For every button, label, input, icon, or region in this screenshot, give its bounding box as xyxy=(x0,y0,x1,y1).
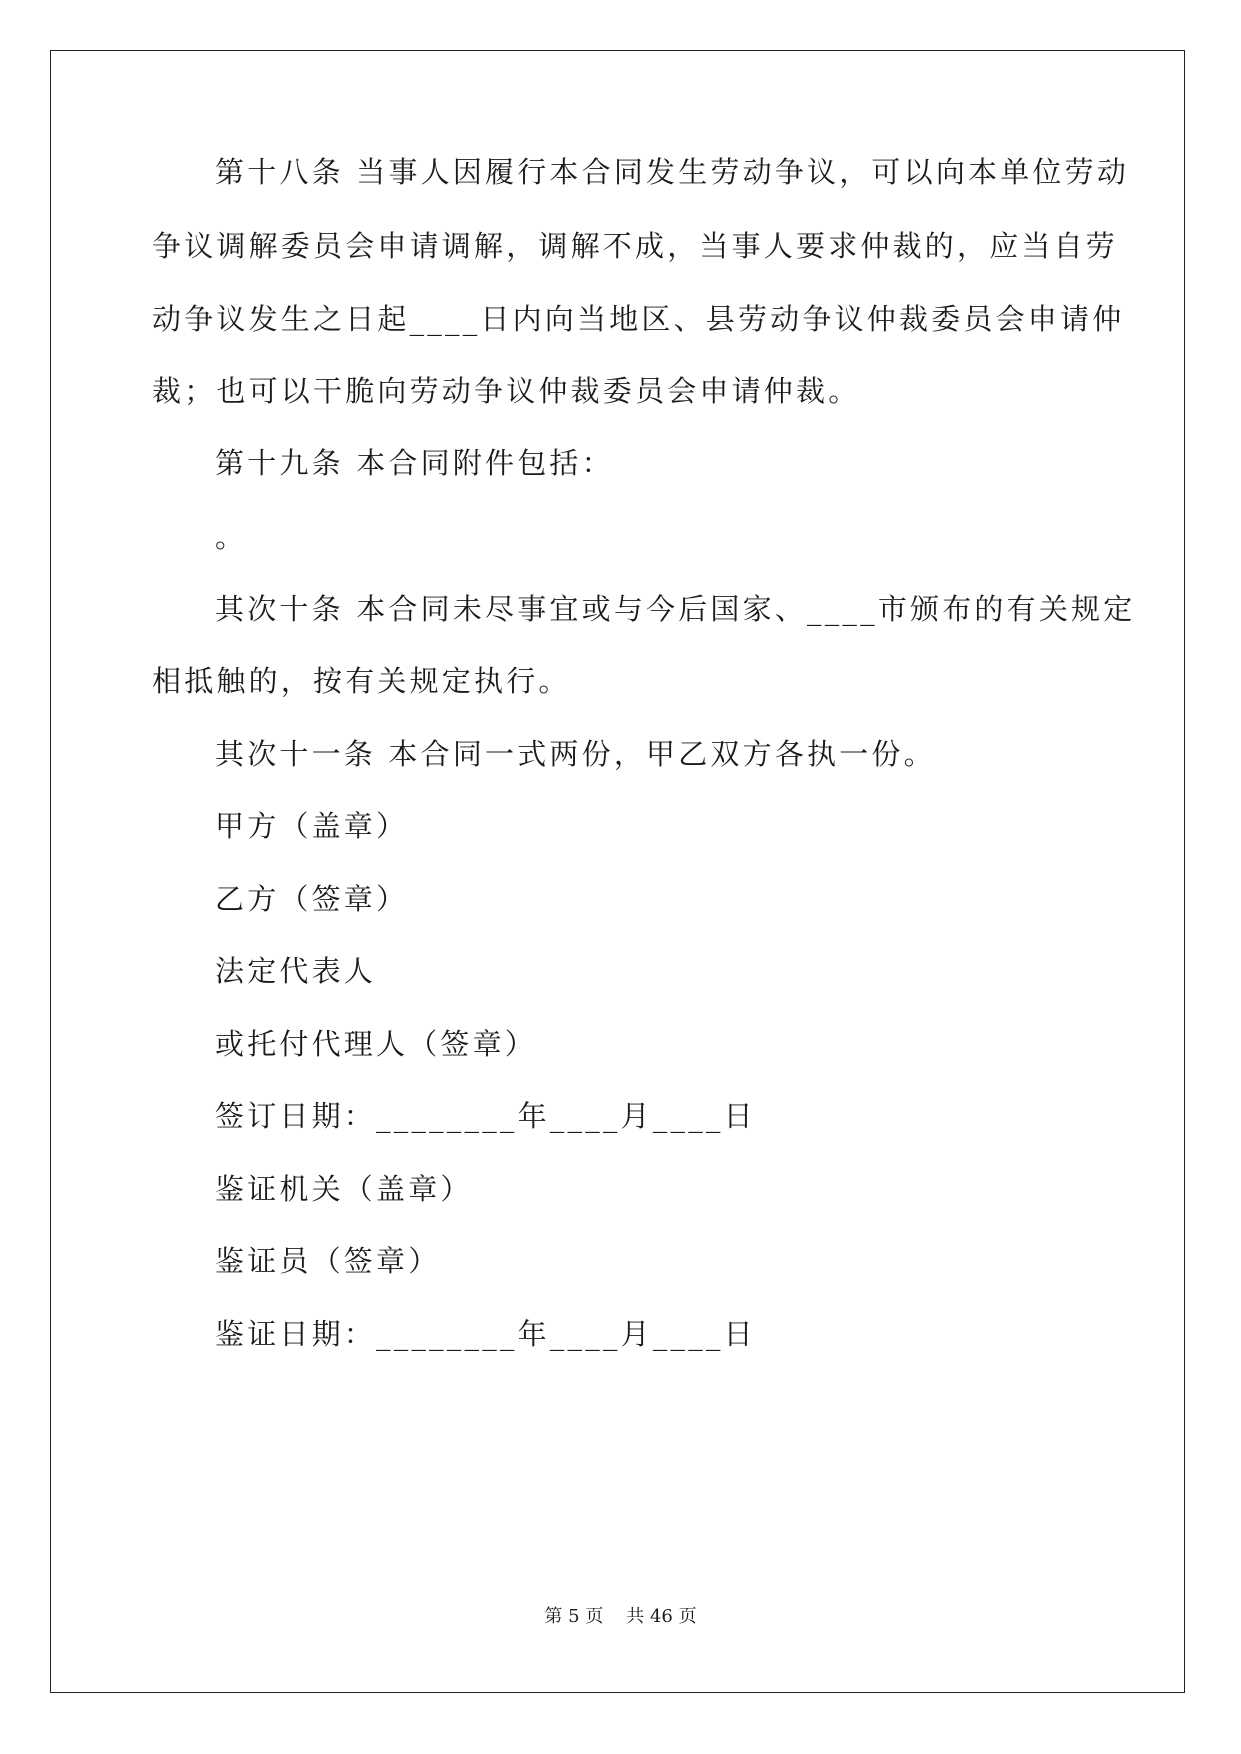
article-19-heading: 第十九条 本合同附件包括： xyxy=(215,446,614,480)
article-18-line-3: 动争议发生之日起____日内向当地区、县劳动争议仲裁委员会申请仲 xyxy=(152,302,1125,336)
authenticator-signature: 鉴证员（签章） xyxy=(215,1244,441,1278)
article-18-line-4: 裁；也可以干脆向劳动争议仲裁委员会申请仲裁。 xyxy=(152,374,861,408)
party-b-signature: 乙方（签章） xyxy=(215,882,409,916)
article-19-attachments: 。 xyxy=(215,520,248,554)
article-18-line-1: 第十八条 当事人因履行本合同发生劳动争议，可以向本单位劳动 xyxy=(215,155,1130,189)
page-border xyxy=(50,50,1185,1693)
page-footer xyxy=(0,1606,1241,1628)
authentication-date: 鉴证日期：________年____月____日 xyxy=(215,1317,756,1351)
article-20-line-1: 其次十条 本合同未尽事宜或与今后国家、____市颁布的有关规定 xyxy=(215,592,1136,626)
article-18-line-2: 争议调解委员会申请调解，调解不成，当事人要求仲裁的，应当自劳 xyxy=(152,229,1119,263)
legal-representative: 法定代表人 xyxy=(215,954,377,988)
article-20-line-2: 相抵触的，按有关规定执行。 xyxy=(152,664,571,698)
page-total: 共 46 页 xyxy=(626,1606,697,1627)
party-a-seal: 甲方（盖章） xyxy=(215,809,409,843)
authorized-agent-signature: 或托付代理人（签章） xyxy=(215,1027,538,1061)
page-number: 第 5 页 xyxy=(544,1606,604,1627)
article-21: 其次十一条 本合同一式两份，甲乙双方各执一份。 xyxy=(215,737,936,771)
authentication-authority-seal: 鉴证机关（盖章） xyxy=(215,1172,473,1206)
signing-date: 签订日期：________年____月____日 xyxy=(215,1099,756,1133)
